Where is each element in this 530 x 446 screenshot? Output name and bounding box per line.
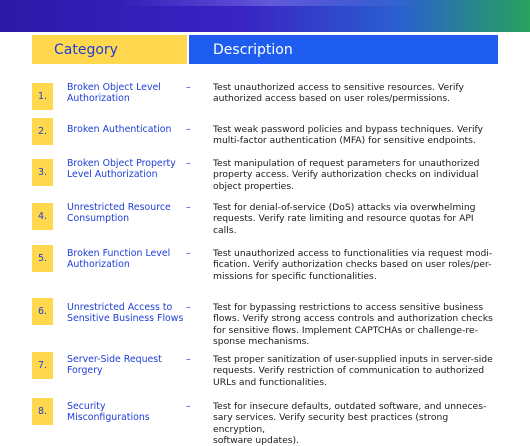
row-number-badge: 2. [32, 118, 53, 145]
row-dash: – [186, 158, 191, 169]
description-header-label: Description [213, 41, 293, 58]
row-category: Broken Authentication [67, 124, 172, 135]
row-number-badge: 1. [32, 83, 53, 110]
banner-highlight [120, 0, 420, 6]
row-description: Test for denial-of-service (DoS) attacks via overwhelming requests. Verify rate limiting and resource quotas for API calls. [213, 202, 476, 236]
row-number-badge: 5. [32, 245, 53, 272]
row-description: Test weak password policies and bypass techniques. Verify multi-factor authentication (MFA) for sensitive endpoints. [213, 124, 484, 147]
row-dash: – [186, 248, 191, 259]
row-category: Server-Side Request Forgery [67, 354, 162, 377]
row-dash: – [186, 302, 191, 313]
row-dash: – [186, 401, 191, 412]
row-number-badge: 8. [32, 398, 53, 425]
row-dash: – [186, 124, 191, 135]
row-dash: – [186, 202, 191, 213]
row-category: Unrestricted Access to Sensitive Business Flows [67, 302, 184, 325]
row-category: Broken Function Level Authorization [67, 248, 171, 271]
row-category: Unrestricted Resource Consumption [67, 202, 171, 225]
row-category: Broken Object Level Authorization [67, 82, 161, 105]
row-dash: – [186, 82, 191, 93]
category-column-header [32, 35, 187, 64]
row-number-badge: 3. [32, 159, 53, 186]
row-category: Broken Object Property Level Authorization [67, 158, 176, 181]
row-number-badge: 7. [32, 352, 53, 379]
row-description: Test for insecure defaults, outdated software, and unneces- sary services. Verify security best practices (strong encryption, software updates). [213, 401, 487, 446]
row-description: Test proper sanitization of user-supplied inputs in server-side requests. Verify restriction of communication to authorized URLs and functionalities. [213, 354, 493, 388]
description-column-header [189, 35, 498, 64]
row-description: Test unauthorized access to sensitive resources. Verify authorized access based on user roles/permissions. [213, 82, 464, 105]
row-description: Test for bypassing restrictions to access sensitive business flows. Verify strong access controls and authorization checks for sensitive flows. Implement CAPTCHAs or challenge-re- sponse mechanisms. [213, 302, 493, 347]
row-category: Security Misconfigurations [67, 401, 150, 424]
row-description: Test unauthorized access to functionalities via request modi- fication. Verify authorization checks based on user roles/per- missions for specific functionalities. [213, 248, 493, 282]
row-number-badge: 4. [32, 203, 53, 230]
row-description: Test manipulation of request parameters for unauthorized property access. Verify authorization checks on individual object properties. [213, 158, 480, 192]
top-banner [0, 0, 530, 32]
category-header-label: Category [54, 41, 118, 58]
row-dash: – [186, 354, 191, 365]
row-number-badge: 6. [32, 298, 53, 325]
